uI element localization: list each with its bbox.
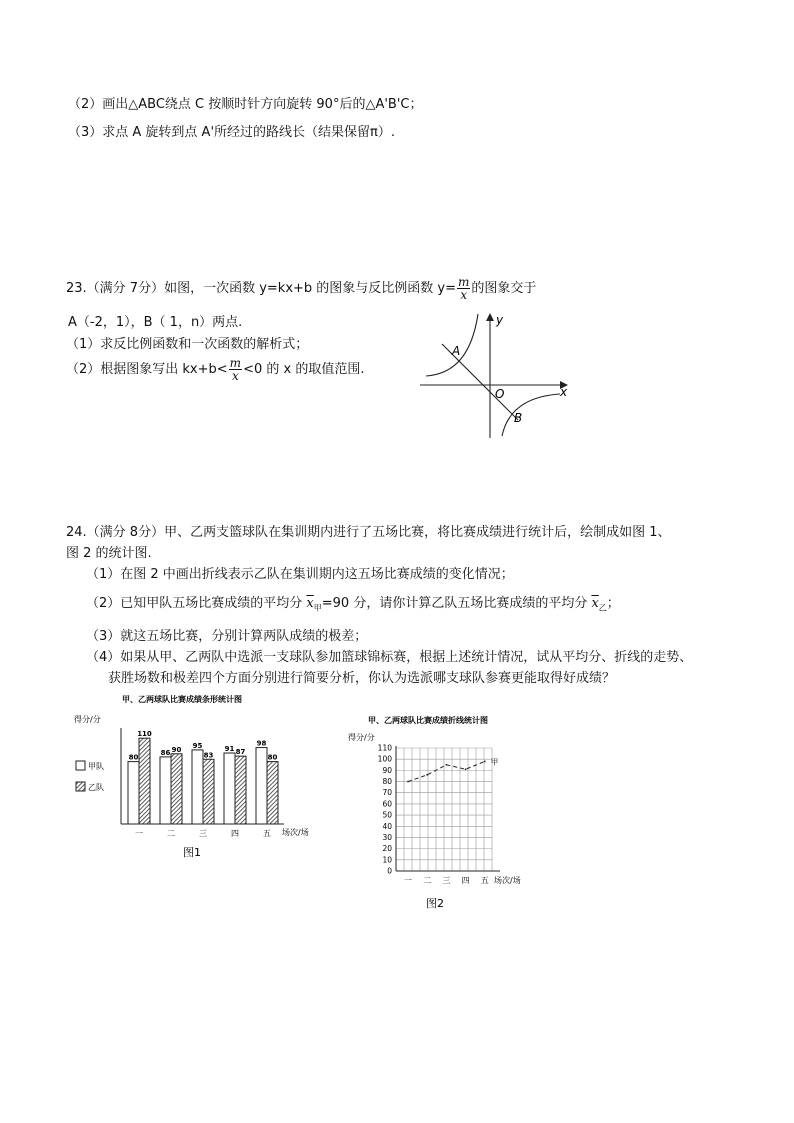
point-a-label: A bbox=[452, 344, 461, 358]
q24-part1: （1）在图 2 中画出折线表示乙队在集训期内这五场比赛成绩的变化情况； bbox=[86, 567, 514, 582]
bar-value-label-jia-2: 86 bbox=[160, 748, 171, 757]
q22-part3: （3）求点 A 旋转到点 A'所经过的路线长（结果保留π）. bbox=[68, 125, 395, 140]
line-point-jia-4 bbox=[465, 768, 467, 770]
hyperbola-branch-4th-quadrant bbox=[502, 394, 560, 436]
line-x-tick-2: 二 bbox=[423, 876, 432, 885]
bar-x-tick-2: 二 bbox=[167, 829, 175, 838]
bar-jia-4 bbox=[224, 753, 235, 824]
line-y-tick-70: 70 bbox=[382, 788, 392, 798]
line-y-tick-40: 40 bbox=[382, 821, 392, 831]
q23-part2 bbox=[66, 357, 364, 382]
line-y-tick-80: 80 bbox=[382, 777, 392, 787]
line-chart-x-label: 场次/场 bbox=[494, 876, 521, 885]
legend-label-yi: 乙队 bbox=[88, 783, 104, 792]
bar-chart-y-label: 得分/分 bbox=[74, 715, 101, 724]
bar-value-label-yi-5: 80 bbox=[267, 753, 278, 762]
q23-stem bbox=[66, 276, 536, 301]
line-x-tick-4: 四 bbox=[461, 876, 470, 885]
mean-yi-symbol: $\overline{x}$ bbox=[591, 596, 599, 611]
line-y-tick-50: 50 bbox=[382, 810, 392, 820]
line-chart-y-label: 得分/分 bbox=[348, 733, 375, 742]
line-series-label-jia: 甲 bbox=[490, 757, 499, 767]
line-y-tick-90: 90 bbox=[382, 765, 392, 775]
line-y-tick-10: 10 bbox=[382, 855, 392, 865]
q23-part2-frac-den: x bbox=[231, 369, 239, 383]
q24-part4-line2: 获胜场数和极差四个方面分别进行简要分析，你认为选派哪支球队参赛更能取得好成绩？ bbox=[108, 671, 616, 686]
q23-frac-den: x bbox=[460, 288, 468, 302]
bar-value-label-yi-4: 87 bbox=[235, 748, 246, 757]
bar-yi-2 bbox=[171, 754, 182, 824]
q23-points: A（-2，1），B（ 1，n）两点. bbox=[68, 315, 243, 330]
line-point-jia-5 bbox=[484, 761, 486, 763]
figure1-bar-chart bbox=[70, 688, 335, 868]
origin-label: O bbox=[495, 387, 505, 401]
q23-function-graph bbox=[420, 308, 580, 443]
bar-yi-4 bbox=[235, 756, 246, 824]
q23-part1: （1）求反比例函数和一次函数的解析式； bbox=[66, 337, 309, 352]
bar-jia-1 bbox=[128, 762, 139, 824]
legend-label-jia: 甲队 bbox=[88, 762, 104, 771]
line-chart-title: 甲、乙两球队比赛成绩折线统计图 bbox=[368, 716, 488, 725]
bar-chart-x-label: 场次/场 bbox=[282, 828, 309, 837]
bar-value-label-yi-3: 83 bbox=[203, 751, 214, 760]
q23-stem-text-b: 的图象交于 bbox=[471, 281, 537, 296]
bar-value-label-jia-1: 80 bbox=[128, 753, 139, 762]
q23-frac-num: m bbox=[458, 275, 470, 289]
point-b-label: B bbox=[514, 411, 523, 425]
line-y-tick-0: 0 bbox=[387, 866, 392, 876]
bar-chart-title: 甲、乙两球队比赛成绩条形统计图 bbox=[122, 695, 242, 704]
bar-value-label-jia-3: 95 bbox=[192, 741, 203, 750]
bar-value-label-yi-1: 110 bbox=[137, 730, 152, 739]
q23-fraction bbox=[457, 276, 470, 301]
line-point-jia-1 bbox=[407, 781, 409, 783]
x-axis-label: x bbox=[560, 385, 568, 399]
q23-part2-fraction bbox=[229, 357, 242, 382]
q24-stem-line1: 24.（满分 8分）甲、乙两支篮球队在集训期内进行了五场比赛，将比赛成绩进行统计后，绘制成如图 1、 bbox=[66, 525, 671, 540]
legend-swatch-jia bbox=[76, 761, 85, 770]
line-y-tick-60: 60 bbox=[382, 799, 392, 809]
q24-part3: （3）就这五场比赛，分别计算两队成绩的极差； bbox=[86, 629, 368, 644]
bar-chart-legend bbox=[76, 761, 104, 792]
q23-stem-text-a: 23.（满分 7分）如图，一次函数 y=kx+b 的图象与反比例函数 y= bbox=[66, 281, 457, 296]
q24-part2 bbox=[86, 592, 620, 614]
bar-jia-3 bbox=[192, 750, 203, 824]
bar-value-label-jia-5: 98 bbox=[256, 739, 267, 748]
line-point-jia-3 bbox=[446, 764, 448, 766]
mean-jia-symbol: $\overline{x}$ bbox=[306, 596, 314, 611]
bar-jia-2 bbox=[160, 757, 171, 824]
q24-part2-text-c: ； bbox=[606, 596, 620, 611]
bar-x-tick-5: 五 bbox=[263, 829, 271, 838]
line-y-tick-30: 30 bbox=[382, 832, 392, 842]
q23-part2-text-b: <0 的 x 的取值范围. bbox=[243, 362, 365, 377]
q24-part4-line1: （4）如果从甲、乙两队中选派一支球队参加篮球锦标赛，根据上述统计情况，试从平均分、折线的走势、 bbox=[86, 650, 693, 665]
q23-part2-text-a: （2）根据图象写出 kx+b< bbox=[66, 362, 228, 377]
figure2-caption: 图2 bbox=[426, 897, 444, 910]
line-point-jia-2 bbox=[426, 774, 428, 776]
legend-swatch-yi bbox=[76, 782, 85, 791]
bar-x-tick-4: 四 bbox=[231, 829, 239, 838]
q24-stem-line2: 图 2 的统计图. bbox=[66, 546, 152, 561]
bar-jia-5 bbox=[256, 748, 267, 824]
figure2-line-chart bbox=[344, 712, 544, 912]
bar-value-label-yi-2: 90 bbox=[171, 745, 182, 754]
bar-yi-1 bbox=[139, 738, 150, 824]
line-y-tick-20: 20 bbox=[382, 844, 392, 854]
line-x-tick-1: 一 bbox=[404, 876, 412, 885]
bar-value-label-jia-4: 91 bbox=[224, 745, 235, 754]
figure1-caption: 图1 bbox=[183, 846, 201, 859]
line-x-tick-3: 三 bbox=[442, 876, 451, 885]
line-y-tick-100: 100 bbox=[377, 754, 392, 764]
q22-part2: （2）画出△ABC绕点 C 按顺时针方向旋转 90°后的△A'B'C； bbox=[68, 97, 423, 112]
bar-x-tick-1: 一 bbox=[135, 829, 143, 838]
bar-yi-5 bbox=[267, 762, 278, 824]
line-x-tick-5: 五 bbox=[480, 876, 489, 885]
q24-part2-text-a: （2）已知甲队五场比赛成绩的平均分 bbox=[86, 596, 307, 611]
bar-x-tick-3: 三 bbox=[199, 829, 207, 838]
bar-yi-3 bbox=[203, 759, 214, 824]
line-y-tick-110: 110 bbox=[377, 743, 392, 753]
mean-yi-subscript: 乙 bbox=[598, 603, 607, 613]
q24-part2-text-b: =90 分，请你计算乙队五场比赛成绩的平均分 bbox=[321, 596, 592, 611]
mean-jia-subscript: 甲 bbox=[313, 603, 322, 613]
y-axis-label: y bbox=[496, 313, 504, 327]
q23-part2-frac-num: m bbox=[229, 356, 242, 370]
y-axis-arrow bbox=[486, 313, 494, 321]
